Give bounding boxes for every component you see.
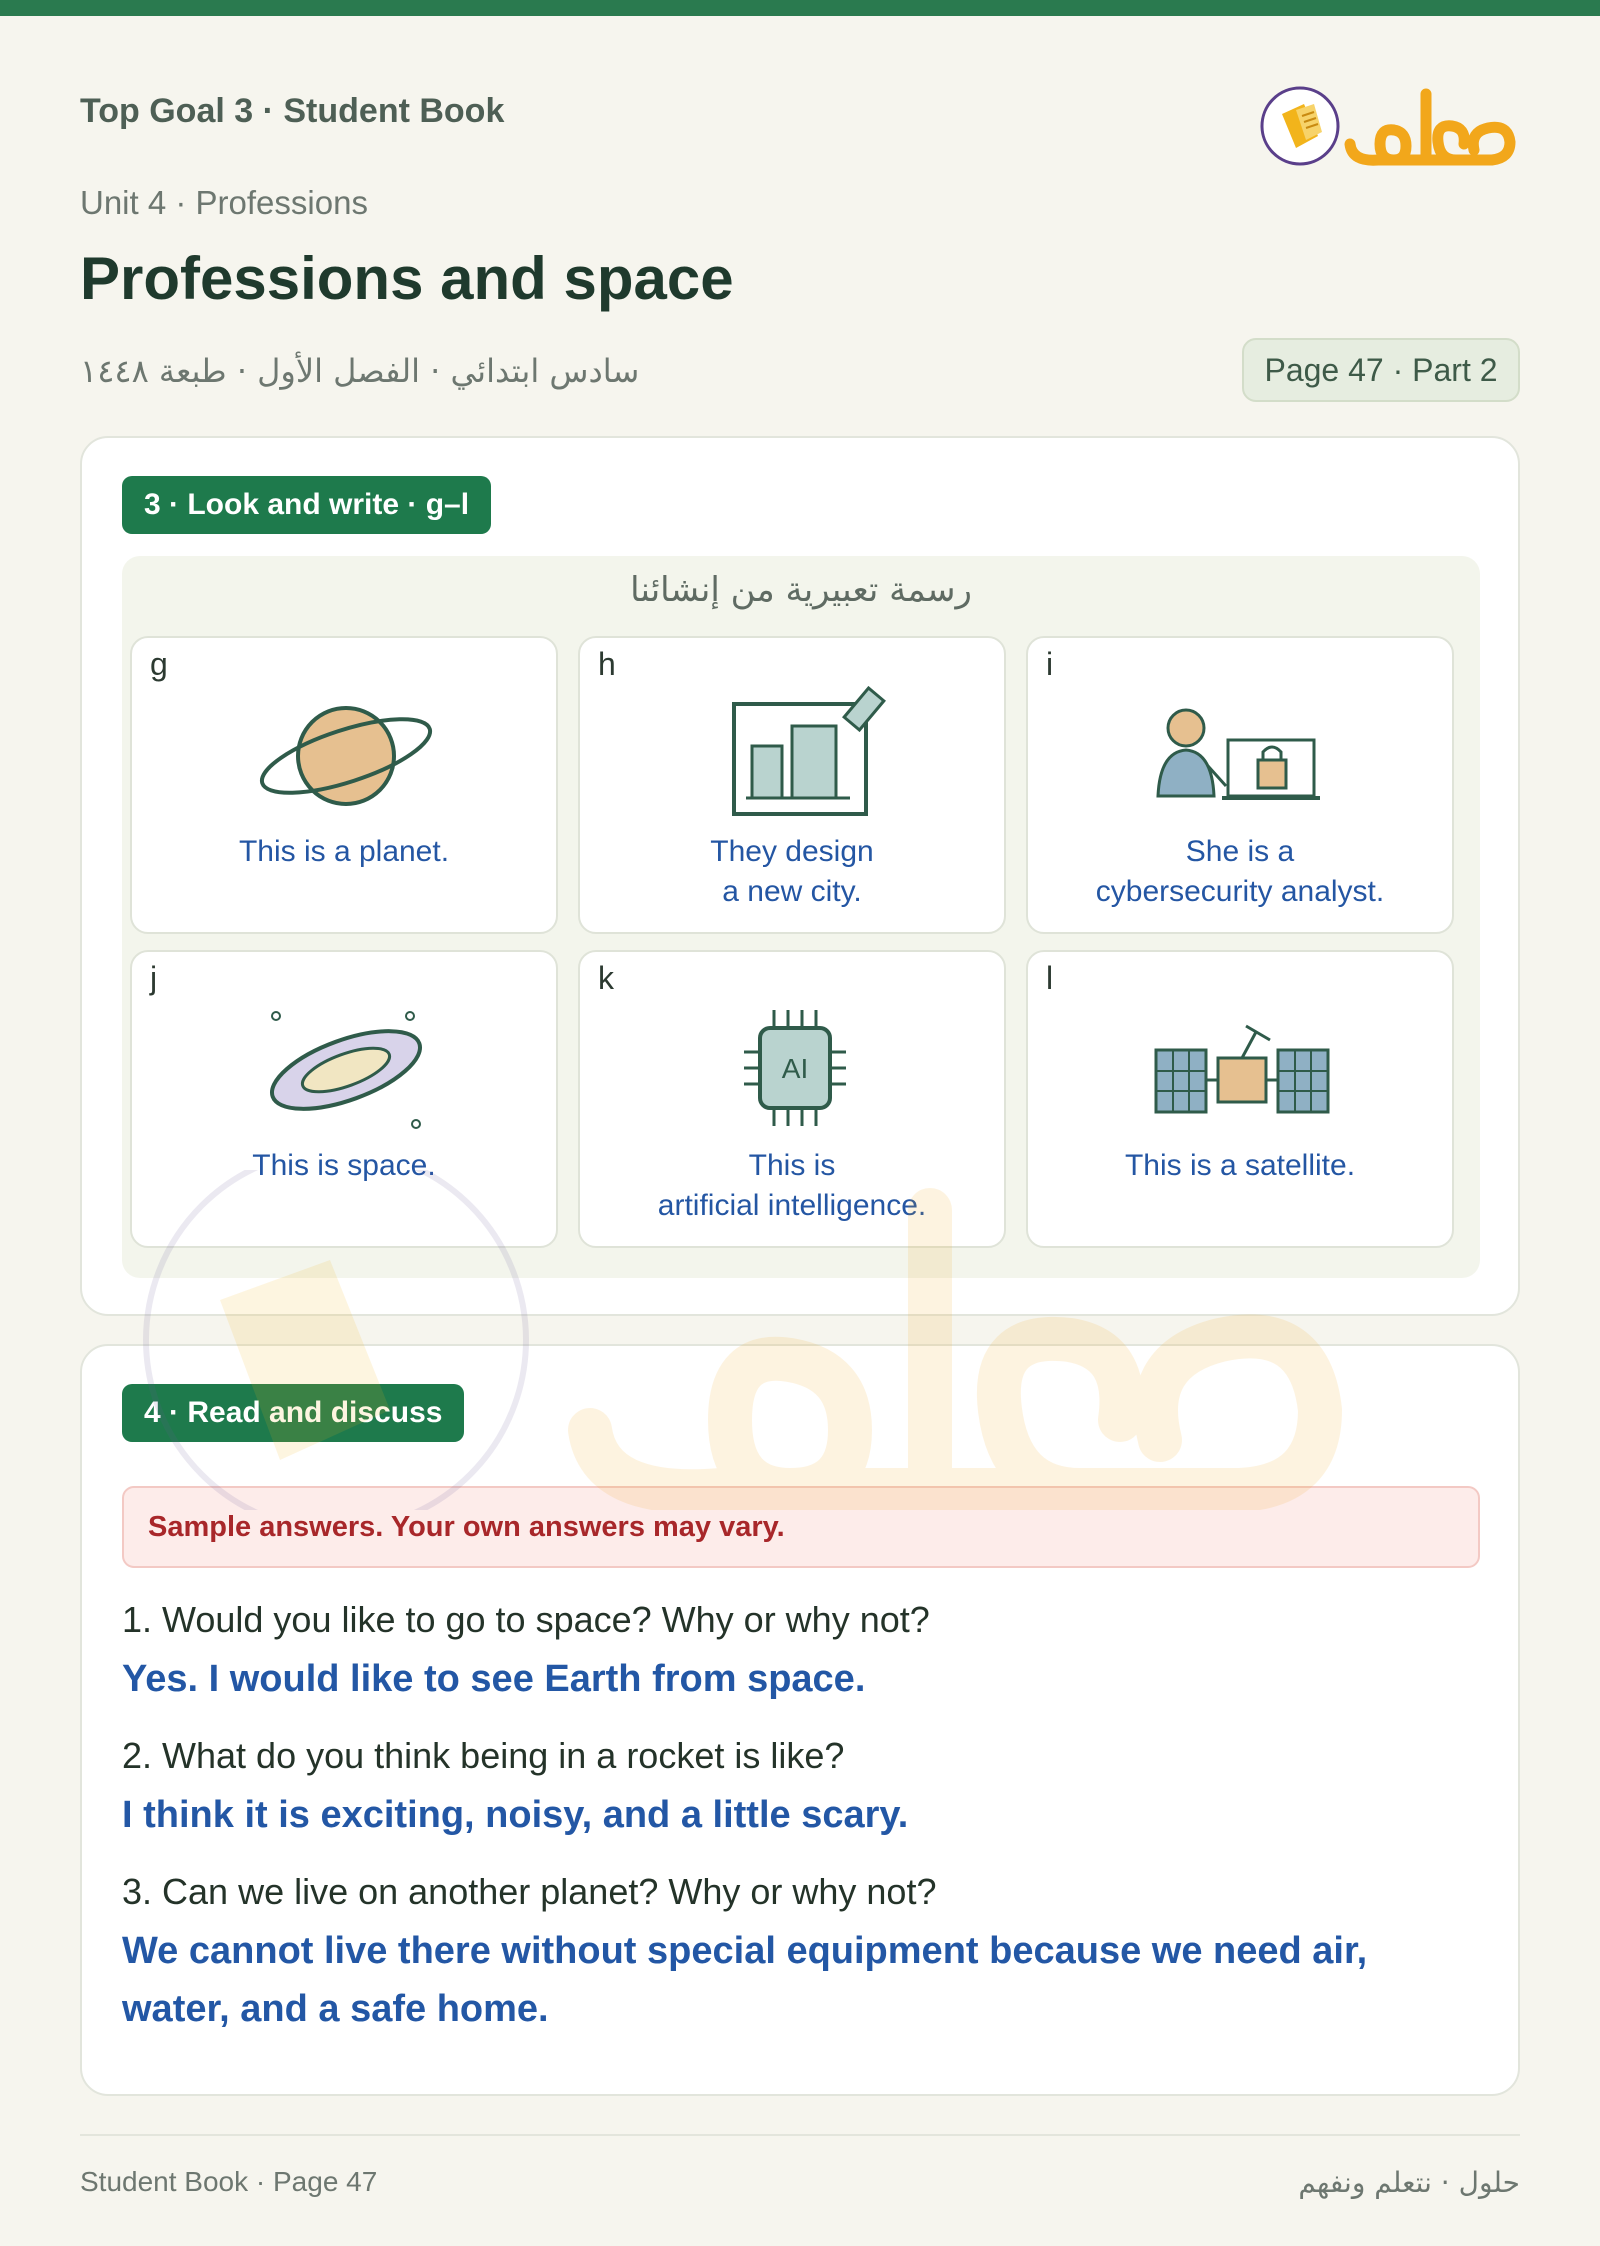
footer-divider xyxy=(80,2134,1520,2136)
answer-text: We cannot live there without special equipment because we need air, water, and a safe home. xyxy=(122,1930,1368,2030)
question-block xyxy=(122,1868,1480,2038)
item-card-h xyxy=(578,636,1006,934)
city-design-icon xyxy=(694,686,894,826)
illustration-caption: رسمة تعبيرية من إنشائنا xyxy=(630,570,972,610)
item-letter: j xyxy=(150,960,158,996)
section-read-and-discuss xyxy=(80,1344,1520,2096)
book-title: Top Goal 3 · Student Book xyxy=(80,92,505,130)
footer-brand-label: حلول · نتعلم ونفهم xyxy=(1298,2166,1520,2199)
item-letter: l xyxy=(1046,960,1054,996)
ai-chip-icon xyxy=(694,1000,894,1140)
planet-icon xyxy=(246,686,446,826)
item-caption: They design a new city. xyxy=(710,835,874,908)
footer-page-label: Student Book · Page 47 xyxy=(80,2166,378,2197)
section-look-and-write xyxy=(80,436,1520,1316)
item-caption: This is a satellite. xyxy=(1124,1149,1356,1182)
hulul-logo xyxy=(1260,64,1520,184)
answer-text: Yes. I would like to see Earth from space. xyxy=(122,1658,866,1700)
page-chip: Page 47 · Part 2 xyxy=(1242,338,1520,402)
top-accent-bar xyxy=(0,0,1600,16)
sample-answers-note: Sample answers. Your own answers may vary. xyxy=(122,1486,1480,1568)
item-caption: She is a cybersecurity analyst. xyxy=(1095,835,1385,908)
ai-chip-label: AI xyxy=(781,1053,809,1084)
page-header xyxy=(80,92,1520,131)
item-card-k xyxy=(578,950,1006,1248)
item-card-l xyxy=(1026,950,1454,1248)
question-block xyxy=(122,1596,1480,1708)
section-tag: 4 · Read and discuss xyxy=(122,1384,464,1442)
unit-line: Unit 4 · Professions xyxy=(80,184,368,221)
item-card-i xyxy=(1026,636,1454,934)
item-caption: This is artificial intelligence. xyxy=(657,1149,927,1222)
galaxy-icon xyxy=(246,1000,446,1140)
item-letter: k xyxy=(598,960,614,996)
question-text: 3. Can we live on another planet? Why or why not? xyxy=(122,1871,937,1912)
question-text: 2. What do you think being in a rocket is like? xyxy=(122,1735,845,1776)
item-card-j xyxy=(130,950,558,1248)
item-caption: This is a planet. xyxy=(238,835,450,868)
answer-text: I think it is exciting, noisy, and a little scary. xyxy=(122,1794,909,1836)
question-block xyxy=(122,1732,1480,1844)
question-text: 1. Would you like to go to space? Why or why not? xyxy=(122,1599,930,1640)
item-letter: i xyxy=(1046,646,1054,682)
illustration-area xyxy=(122,556,1480,1278)
arabic-subtitle: سادس ابتدائي · الفصل الأول · طبعة ١٤٤٨ xyxy=(80,352,640,390)
section-tag: 3 · Look and write · g–l xyxy=(122,476,491,534)
page-title: Professions and space xyxy=(80,245,734,312)
cybersecurity-analyst-icon xyxy=(1142,686,1342,826)
item-card-g xyxy=(130,636,558,934)
item-letter: g xyxy=(150,646,168,682)
item-caption: This is space. xyxy=(252,1149,436,1182)
item-letter: h xyxy=(598,646,616,682)
satellite-icon xyxy=(1142,1000,1342,1140)
